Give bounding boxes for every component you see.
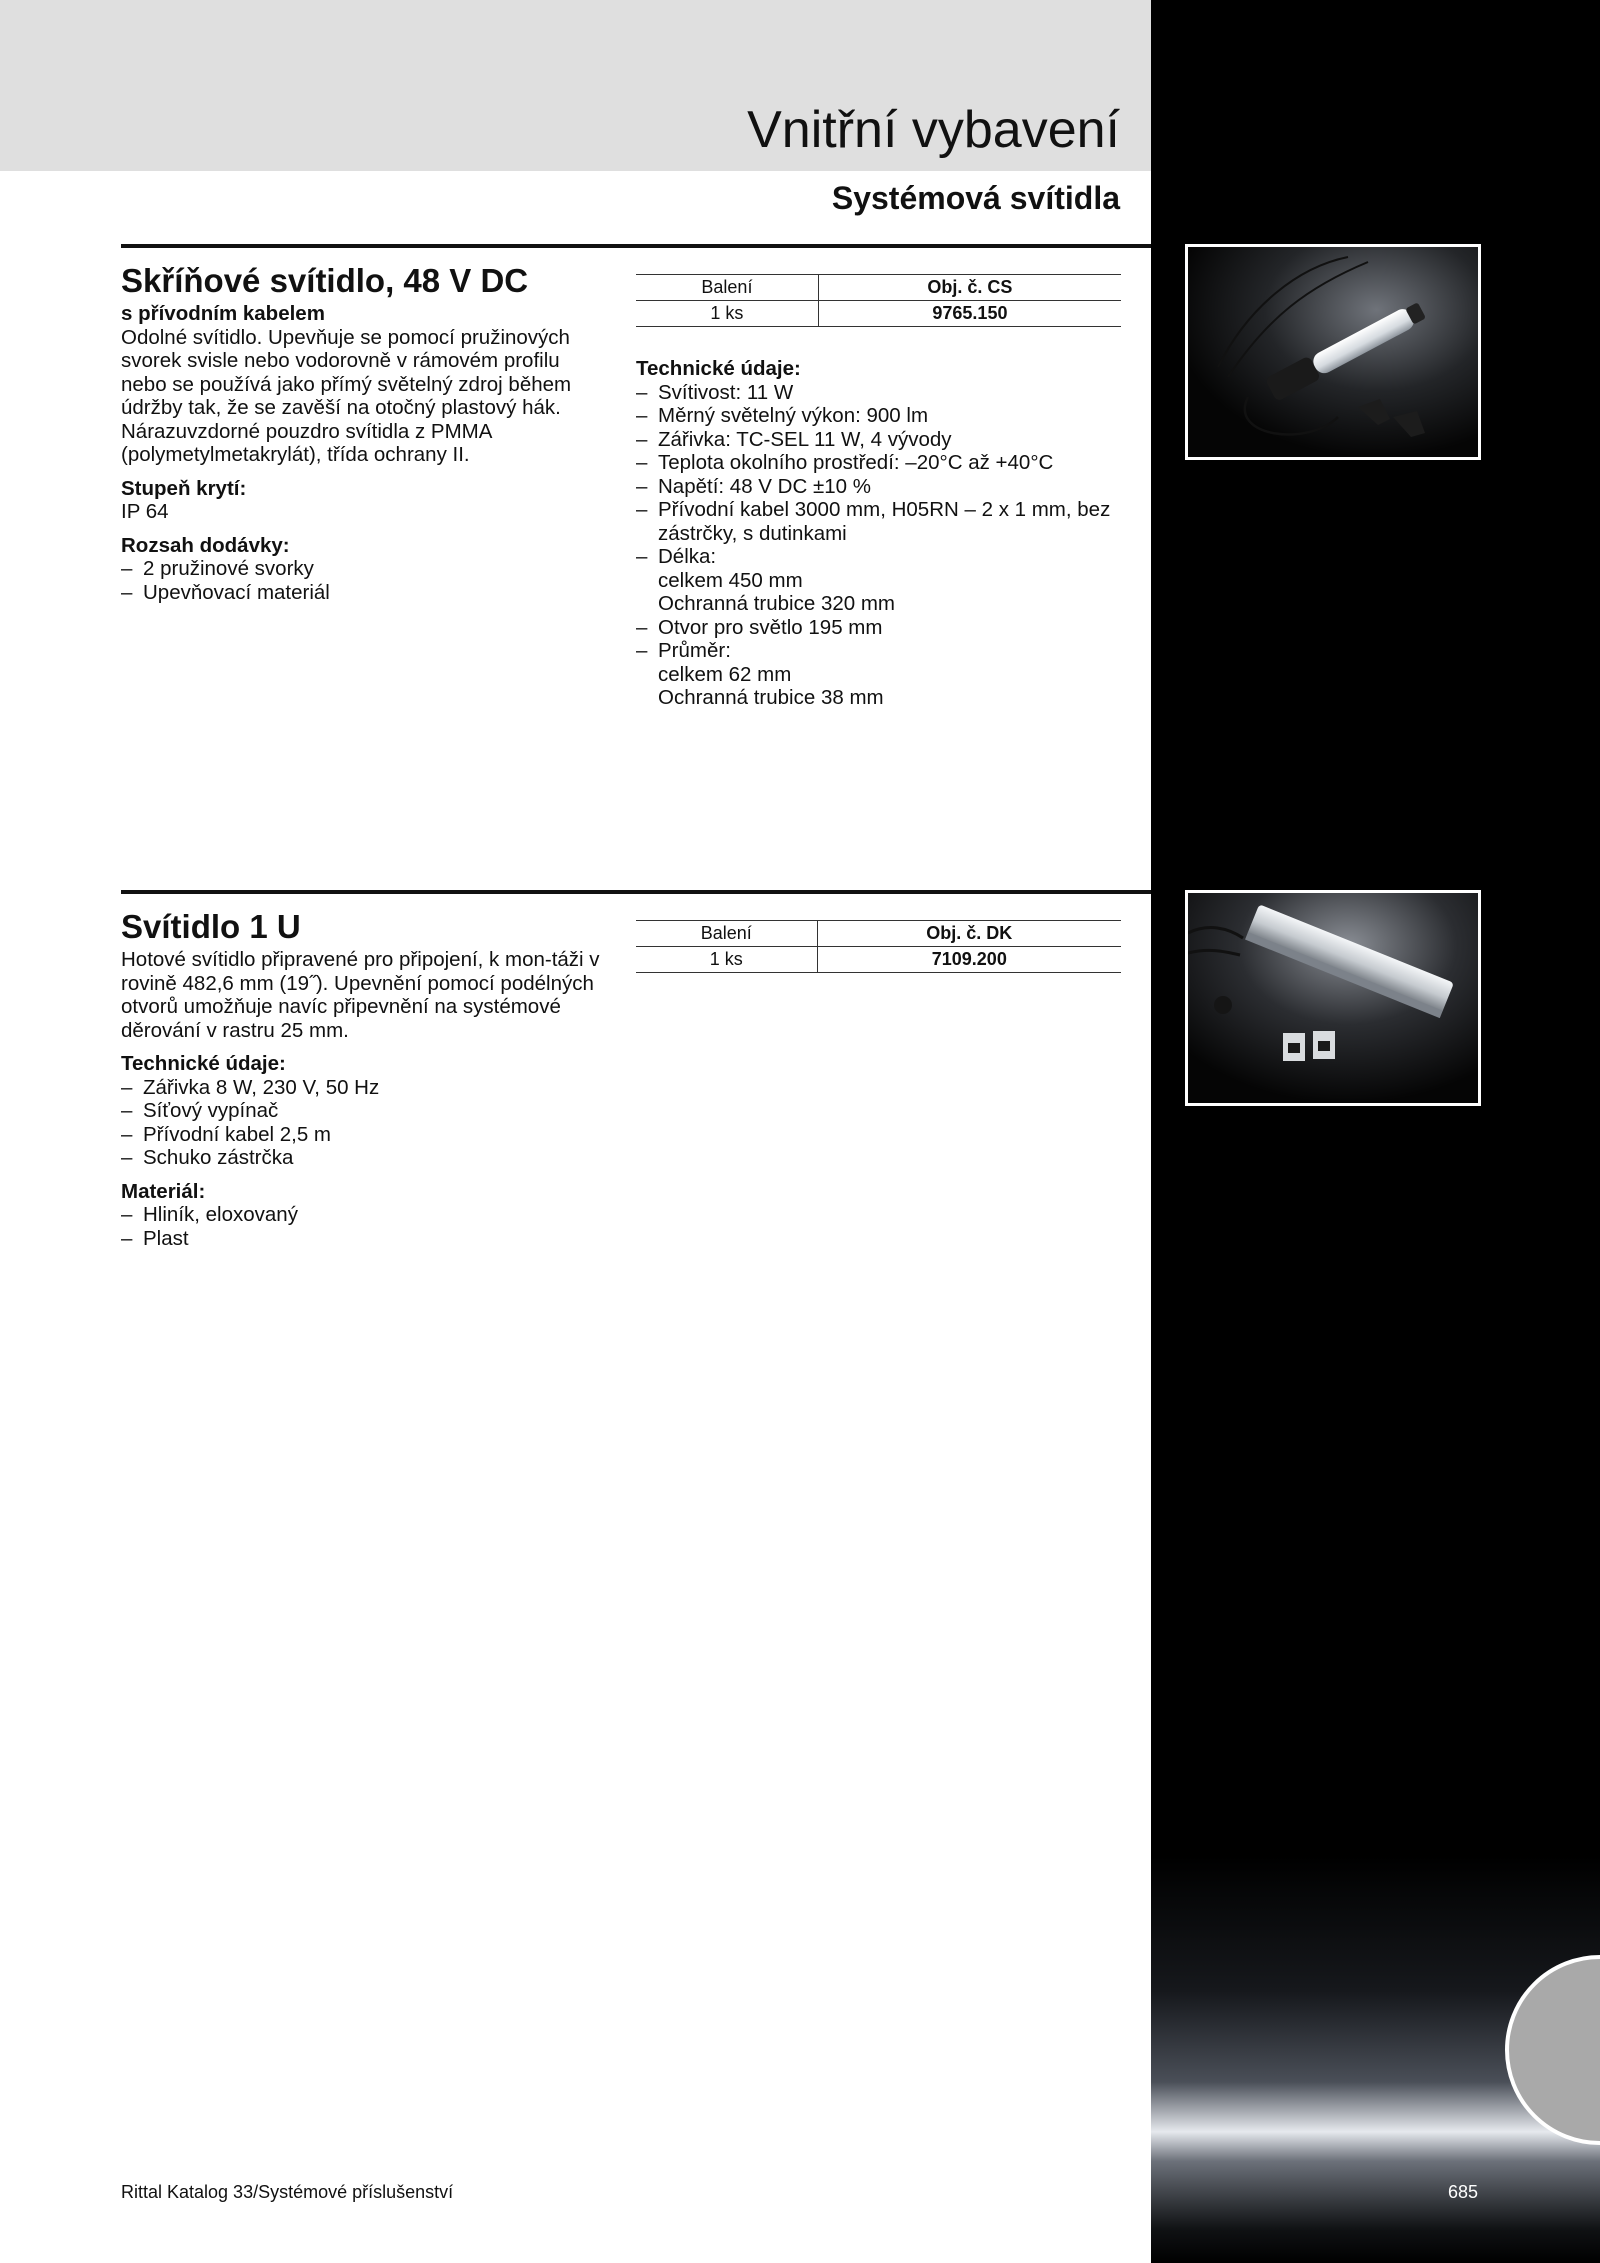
technical-data-heading: Technické údaje:	[121, 1052, 286, 1075]
table-header-packaging: Balení	[636, 921, 817, 947]
table-row	[636, 947, 1121, 973]
delivery-heading: Rozsah dodávky:	[121, 533, 290, 557]
table-cell-order-number: 9765.150	[818, 301, 1121, 327]
list-item: – Plast	[121, 1227, 601, 1251]
table-header-order-number: Obj. č. CS	[818, 275, 1121, 301]
handlamp-illustration	[1188, 247, 1478, 457]
list-item: – Napětí: 48 V DC ±10 %	[636, 475, 1136, 499]
protection-value: IP 64	[121, 500, 169, 523]
product-description-column	[121, 302, 601, 604]
section-title: Systémová svítidla	[831, 180, 1120, 216]
table-header-order-number: Obj. č. DK	[817, 921, 1121, 947]
product-description-column	[121, 948, 601, 1250]
technical-data-column	[636, 357, 1136, 710]
page-number: 685	[1448, 2182, 1479, 2202]
technical-data-heading: Technické údaje:	[636, 357, 801, 380]
list-item: – Přívodní kabel 2,5 m	[121, 1123, 601, 1147]
chapter-title: Vnitřní vybavení	[747, 101, 1120, 159]
list-item: – Přívodní kabel 3000 mm, H05RN – 2 x 1 mm, bez zástrčky, s dutinkami	[636, 498, 1136, 545]
table-cell-order-number: 7109.200	[817, 947, 1121, 973]
table-row	[636, 301, 1121, 327]
order-table	[636, 274, 1121, 327]
list-item: – Teplota okolního prostředí: –20°C až +40°C	[636, 451, 1136, 475]
delivery-list	[121, 557, 601, 604]
technical-data-list	[636, 381, 1136, 710]
material-heading: Materiál:	[121, 1179, 206, 1203]
list-item: – Svítivost: 11 W	[636, 381, 1136, 405]
section-divider	[121, 890, 1151, 894]
table-header-row	[636, 921, 1121, 947]
footer-catalog-text: Rittal Katalog 33/Systémové příslušenství	[121, 2182, 454, 2202]
table-cell-packaging: 1 ks	[636, 947, 817, 973]
section-divider	[121, 244, 1151, 248]
table-header-packaging: Balení	[636, 275, 818, 301]
table-cell-packaging: 1 ks	[636, 301, 818, 327]
list-item: – Hliník, eloxovaný	[121, 1203, 601, 1227]
list-item: – Průměr: celkem 62 mm Ochranná trubice 38 mm	[636, 639, 1136, 710]
rack-light-illustration	[1188, 893, 1478, 1103]
order-table	[636, 920, 1121, 973]
protection-heading: Stupeň krytí:	[121, 476, 247, 500]
list-item: – Upevňovací materiál	[121, 581, 601, 605]
list-item: – Zářivka: TC-SEL 11 W, 4 vývody	[636, 428, 1136, 452]
list-item: – Zářivka 8 W, 230 V, 50 Hz	[121, 1076, 601, 1100]
product-title: Svítidlo 1 U	[121, 908, 301, 945]
list-item: – 2 pružinové svorky	[121, 557, 601, 581]
list-item: – Měrný světelný výkon: 900 lm	[636, 404, 1136, 428]
material-list	[121, 1203, 601, 1250]
product-subtitle: s přívodním kabelem	[121, 302, 325, 325]
list-item: – Síťový vypínač	[121, 1099, 601, 1123]
list-item: – Schuko zástrčka	[121, 1146, 601, 1170]
product-description: Odolné svítidlo. Upevňuje se pomocí pružinových svorek svisle nebo vodorovně v rámovém profilu nebo se používá jako přímý světelný zdroj během údržby tak, že se zavěší na otočný plastový hák. Nárazuvzdorné pouzdro svítidla z PMMA (polymetylmetakrylát), třída ochrany II.	[121, 325, 572, 466]
list-item: – Délka: celkem 450 mm Ochranná trubice 320 mm	[636, 545, 1136, 616]
technical-data-list	[121, 1076, 601, 1170]
table-header-row	[636, 275, 1121, 301]
product-title: Skříňové svítidlo, 48 V DC	[121, 262, 529, 299]
product-photo-handlamp	[1185, 244, 1481, 460]
list-item: – Otvor pro světlo 195 mm	[636, 616, 1136, 640]
product-description: Hotové svítidlo připravené pro připojení, k mon-táži v rovině 482,6 mm (19˝). Upevnění pomocí podélných otvorů umožňuje navíc připevnění na systémové děrování v rastru 25 mm.	[121, 948, 600, 1042]
product-photo-1u-light	[1185, 890, 1481, 1106]
